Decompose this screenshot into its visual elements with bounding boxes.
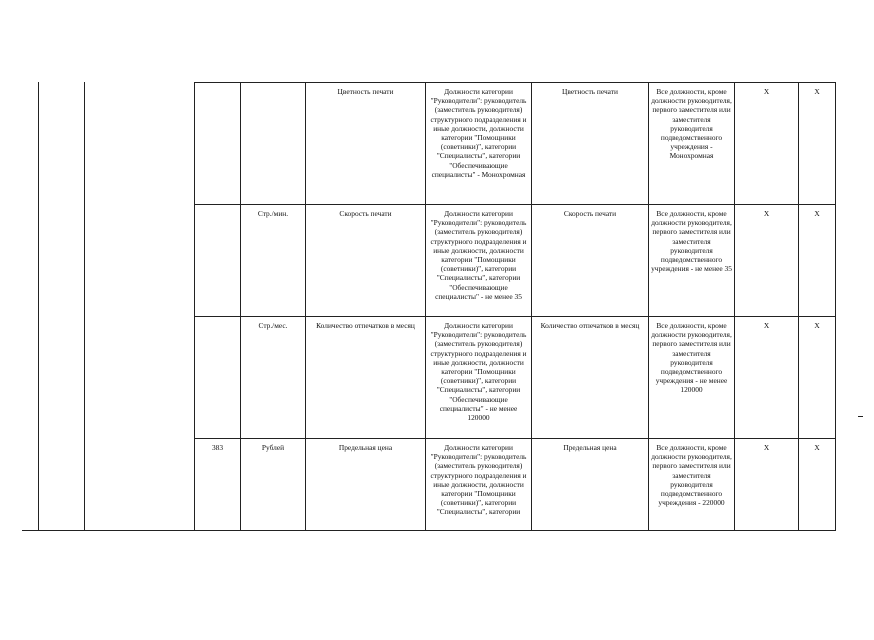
- bottom-border-line: [22, 530, 194, 531]
- unit-cell: Стр./мин.: [241, 205, 306, 317]
- characteristic-cell-2: Предельная цена: [532, 439, 649, 531]
- requirement-cell: Должности категории "Руководители": руководитель (заместитель руководителя) структурного подразделения и иные должности, должности категории "Помощники (советники)", категории "Специалисты", категории: [426, 439, 532, 531]
- row-number-cell: [195, 317, 241, 439]
- x-cell-1: X: [735, 205, 799, 317]
- requirement-cell: Должности категории "Руководители": руководитель (заместитель руководителя) структурного подразделения и иные должности, должности категории "Помощники (советники)", категории "Специалисты", категории "Обеспечивающие специалисты" - Монохромная: [426, 83, 532, 205]
- row-number-cell: [195, 83, 241, 205]
- unit-cell: [241, 83, 306, 205]
- characteristic-cell-2: Цветность печати: [532, 83, 649, 205]
- x-cell-2: X: [799, 205, 836, 317]
- left-border-line-1: [38, 82, 39, 530]
- x-cell-2: X: [799, 83, 836, 205]
- characteristic-cell: Скорость печати: [306, 205, 426, 317]
- margin-dash-mark: [858, 416, 863, 417]
- x-cell-2: X: [799, 317, 836, 439]
- characteristic-cell-2: Скорость печати: [532, 205, 649, 317]
- x-cell-1: X: [735, 83, 799, 205]
- table-row: [195, 83, 836, 205]
- unit-cell: Стр./мес.: [241, 317, 306, 439]
- unit-cell: Рублей: [241, 439, 306, 531]
- x-cell-2: X: [799, 439, 836, 531]
- table-row: [195, 205, 836, 317]
- requirement-cell-2: Все должности, кроме должности руководителя, первого заместителя или заместителя руководителя подведомственного учреждения - не менее 120000: [649, 317, 735, 439]
- table-row: [195, 439, 836, 531]
- requirement-cell-2: Все должности, кроме должности руководителя, первого заместителя или заместителя руководителя подведомственного учреждения - Монохромная: [649, 83, 735, 205]
- row-number-cell: [195, 205, 241, 317]
- requirement-cell-2: Все должности, кроме должности руководителя, первого заместителя или заместителя руководителя подведомственного учреждения - 220000: [649, 439, 735, 531]
- requirement-cell-2: Все должности, кроме должности руководителя, первого заместителя или заместителя руководителя подведомственного учреждения - не менее 35: [649, 205, 735, 317]
- row-number-cell: 383: [195, 439, 241, 531]
- x-cell-1: X: [735, 439, 799, 531]
- left-border-line-2: [84, 82, 85, 530]
- x-cell-1: X: [735, 317, 799, 439]
- characteristic-cell-2: Количество отпечатков в месяц: [532, 317, 649, 439]
- requirement-cell: Должности категории "Руководители": руководитель (заместитель руководителя) структурного подразделения и иные должности, должности категории "Помощники (советники)", категории "Специалисты", категории "Обеспечивающие специалисты" - не менее 120000: [426, 317, 532, 439]
- requirements-table: [194, 82, 836, 531]
- characteristic-cell: Количество отпечатков в месяц: [306, 317, 426, 439]
- characteristic-cell: Предельная цена: [306, 439, 426, 531]
- requirement-cell: Должности категории "Руководители": руководитель (заместитель руководителя) структурного подразделения и иные должности, должности категории "Помощники (советники)", категории "Специалисты", категории "Обеспечивающие специалисты" - не менее 35: [426, 205, 532, 317]
- table-row: [195, 317, 836, 439]
- characteristic-cell: Цветность печати: [306, 83, 426, 205]
